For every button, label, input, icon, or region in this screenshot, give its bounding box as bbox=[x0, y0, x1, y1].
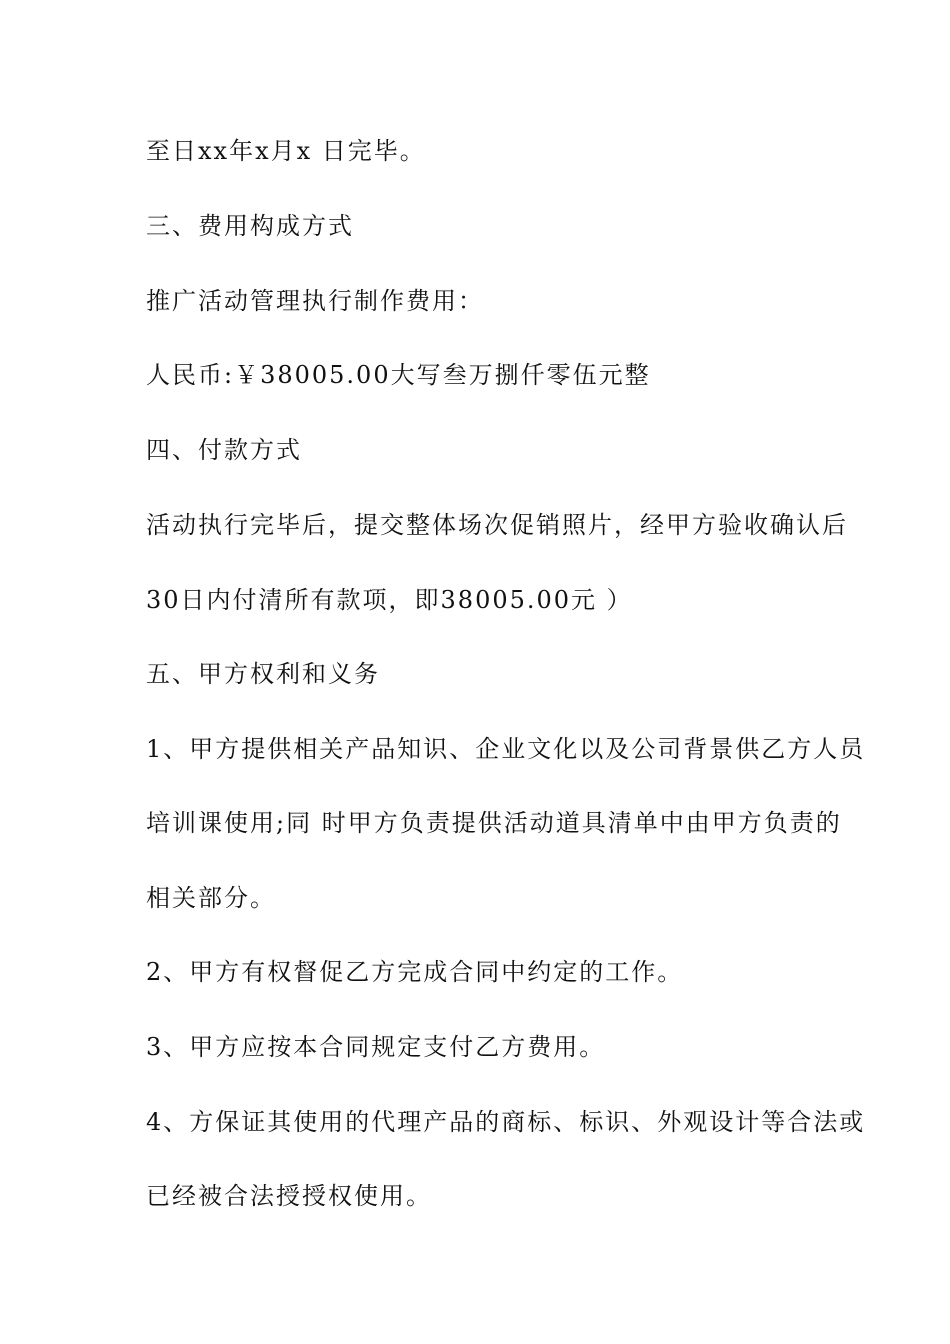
text-line-3: 推广活动管理执行制作费用： bbox=[146, 287, 484, 315]
text-line-7: 30日内付清所有款项，即38005.00元 ） bbox=[146, 586, 633, 614]
section-heading-5: 五、甲方权利和义务 bbox=[146, 660, 380, 688]
text-line-9: 1、甲方提供相关产品知识、企业文化以及公司背景供乙方人员 bbox=[146, 735, 866, 763]
text-line-10: 培训课使用;同 时甲方负责提供活动道具清单中由甲方负责的 bbox=[146, 809, 842, 837]
text-line-15: 已经被合法授授权使用。 bbox=[146, 1182, 432, 1210]
text-line-12: 2、甲方有权督促乙方完成合同中约定的工作。 bbox=[146, 958, 684, 986]
section-heading-4: 四、付款方式 bbox=[146, 436, 302, 464]
text-line-1: 至日xx年x月x 日完毕。 bbox=[146, 137, 426, 165]
text-line-11: 相关部分。 bbox=[146, 884, 276, 912]
text-line-4: 人民币:￥38005.00大写叁万捌仟零伍元整 bbox=[146, 361, 651, 389]
text-line-13: 3、甲方应按本合同规定支付乙方费用。 bbox=[146, 1033, 606, 1061]
section-heading-3: 三、费用构成方式 bbox=[146, 212, 354, 240]
text-line-14: 4、方保证其使用的代理产品的商标、标识、外观设计等合法或 bbox=[146, 1108, 866, 1136]
text-line-6: 活动执行完毕后，提交整体场次促销照片，经甲方验收确认后 bbox=[146, 511, 848, 539]
